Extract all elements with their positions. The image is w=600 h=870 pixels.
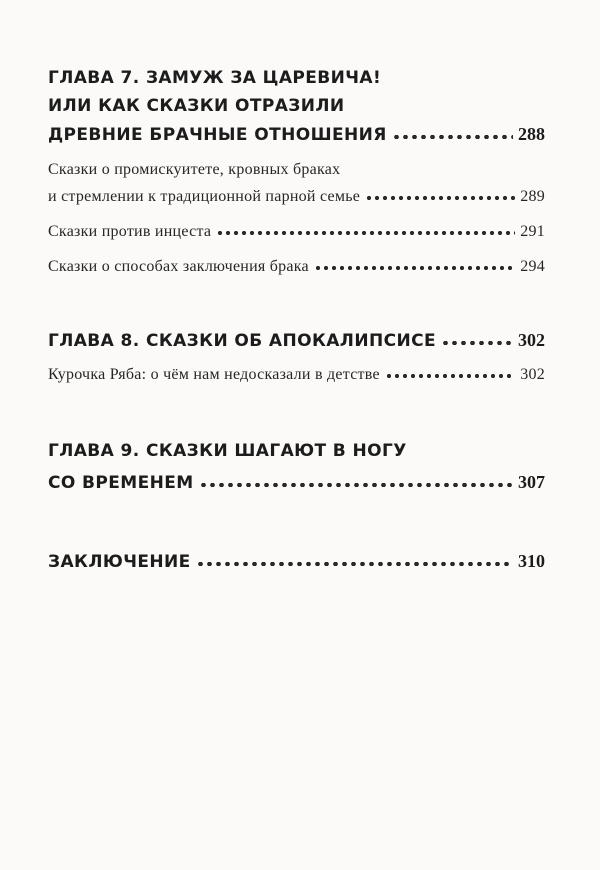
section-page-number: 302 [520,366,545,383]
dot-leader [199,483,513,487]
dot-leader [392,135,513,139]
chapter-7-title-line-2: ИЛИ КАК СКАЗКИ ОТРАЗИЛИ [48,96,345,116]
chapter-7-page-number: 288 [518,124,545,144]
section-title-line-2: и стремлении к традиционной парной семье [48,188,361,205]
section-title: Сказки о способах заключения брака [48,258,309,275]
conclusion-page-number: 310 [518,551,545,571]
toc-section-row [48,183,545,210]
chapter-9-page-number: 307 [518,472,545,492]
toc-chapter-9 [48,437,545,497]
chapter-8-title-row [48,326,545,355]
chapter-7-title-row [48,120,545,149]
dot-leader [196,562,513,566]
dot-leader [216,231,515,235]
toc-section-row [48,361,545,388]
toc-chapter-8 [48,326,545,388]
toc-section-row [48,218,545,245]
section-title-line-1: Сказки о промискуитете, кровных браках [48,161,341,178]
dot-leader [314,266,515,270]
chapter-9-title-line-1: ГЛАВА 9. СКАЗКИ ШАГАЮТ В НОГУ [48,441,407,461]
chapter-8-title: ГЛАВА 8. СКАЗКИ ОБ АПОКАЛИПСИСЕ [48,331,436,351]
toc-section-row [48,253,545,280]
toc-chapter-7 [48,64,545,149]
section-page-number: 294 [520,258,545,275]
conclusion-title: ЗАКЛЮЧЕНИЕ [48,552,191,572]
chapter-7-title-line-1: ГЛАВА 7. ЗАМУЖ ЗА ЦАРЕВИЧА! [48,68,382,88]
chapter-9-title-row [48,468,545,497]
chapter-9-title-line-2: СО ВРЕМЕНЕМ [48,473,194,493]
dot-leader [385,374,515,378]
section-page-number: 291 [520,223,545,240]
chapter-7-title-line-3: ДРЕВНИЕ БРАЧНЫЕ ОТНОШЕНИЯ [48,125,387,145]
section-page-number: 289 [520,188,545,205]
toc-chapter-7-sections [48,156,545,280]
chapter-8-page-number: 302 [518,330,545,350]
toc-conclusion [48,547,545,576]
dot-leader [365,196,515,200]
section-title: Сказки против инцеста [48,223,212,240]
section-title: Курочка Ряба: о чём нам недосказали в детстве [48,366,380,383]
conclusion-title-row [48,547,545,576]
dot-leader [441,341,513,345]
